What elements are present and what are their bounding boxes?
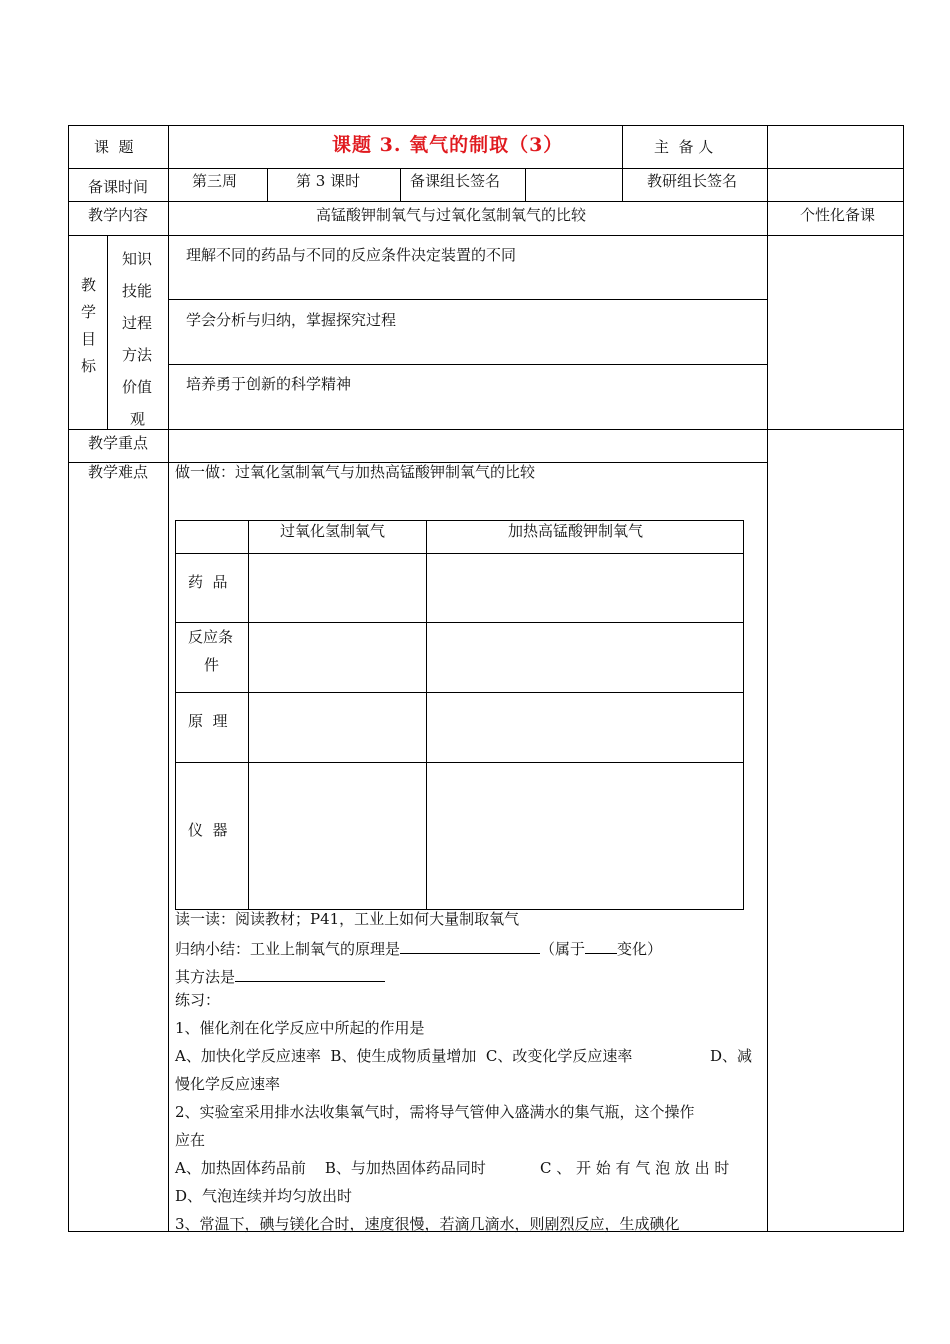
period-value: 第 3 课时 xyxy=(296,172,361,190)
compare-row-label: 件 xyxy=(204,656,220,674)
method-label: 其方法是 xyxy=(175,968,236,986)
question-2: 2、实验室采用排水法收集氧气时，需将导气管伸入盛满水的集气瓶，这个操作 xyxy=(175,1103,695,1121)
teaching-content-label: 教学内容 xyxy=(88,206,149,224)
summary-mid: （属于 xyxy=(540,940,586,958)
preparer-label: 主 备 人 xyxy=(654,138,714,156)
prep-time-label: 备课时间 xyxy=(88,178,149,196)
change-type-blank[interactable] xyxy=(585,939,617,954)
goal-text: 学会分析与归纳，掌握探究过程 xyxy=(186,311,397,329)
goal-sub-label: 价值 xyxy=(122,378,153,396)
goals-label-char: 学 xyxy=(81,303,97,321)
goal-text: 理解不同的药品与不同的反应条件决定装置的不同 xyxy=(186,246,517,264)
compare-row-label: 原 理 xyxy=(188,712,228,730)
reading-prompt: 读一读：阅读教材；P41，工业上如何大量制取氧气 xyxy=(175,910,520,928)
teaching-difficulty-label: 教学难点 xyxy=(88,463,149,481)
question-1-option-d: D、减 xyxy=(710,1047,753,1065)
research-leader-sign-label: 教研组长签名 xyxy=(647,172,738,190)
summary-suffix: 变化） xyxy=(617,940,663,958)
goal-sub-label: 观 xyxy=(130,410,146,428)
question-2-option-c: C 、 开 始 有 气 泡 放 出 时 xyxy=(540,1159,730,1177)
compare-row-label: 仪 器 xyxy=(188,821,228,839)
goals-label-char: 标 xyxy=(81,357,97,375)
summary-prefix: 归纳小结：工业上制氧气的原理是 xyxy=(175,940,401,958)
goal-sub-label: 技能 xyxy=(122,282,153,300)
question-2-cont: 应在 xyxy=(175,1131,206,1149)
activity-heading: 做一做：过氧化氢制氧气与加热高锰酸钾制氧气的比较 xyxy=(175,463,536,481)
goal-sub-label: 过程 xyxy=(122,314,153,332)
group-leader-sign-label: 备课组长签名 xyxy=(410,172,501,190)
goal-sub-label: 知识 xyxy=(122,250,153,268)
compare-col-potassium-permanganate: 加热高锰酸钾制氧气 xyxy=(508,522,644,540)
goal-sub-label: 方法 xyxy=(122,346,153,364)
question-2-options-ab: A、加热固体药品前 B、与加热固体药品同时 xyxy=(175,1159,486,1177)
goal-text: 培养勇于创新的科学精神 xyxy=(186,375,352,393)
goals-label-char: 教 xyxy=(81,276,97,294)
method-line xyxy=(175,967,385,985)
compare-row-label: 反应条 xyxy=(188,628,234,646)
principle-blank[interactable] xyxy=(400,939,540,954)
question-1: 1、催化剂在化学反应中所起的作用是 xyxy=(175,1019,425,1037)
question-3: 3、常温下，碘与镁化合时，速度很慢，若滴几滴水，则剧烈反应，生成碘化 xyxy=(175,1215,680,1233)
topic-label: 课 题 xyxy=(94,138,134,156)
compare-col-hydrogen-peroxide: 过氧化氢制氧气 xyxy=(280,522,386,540)
personal-prep-label: 个性化备课 xyxy=(800,206,876,224)
method-blank[interactable] xyxy=(235,967,385,982)
summary-line xyxy=(175,939,662,957)
compare-row-label: 药 品 xyxy=(188,573,228,591)
question-1-options-cont: 慢化学反应速率 xyxy=(175,1075,281,1093)
week-value: 第三周 xyxy=(192,172,238,190)
goals-label-char: 目 xyxy=(81,330,97,348)
page-title: 课题 3. 氧气的制取（3） xyxy=(332,134,564,156)
practice-label: 练习： xyxy=(175,991,221,1009)
question-2-option-d: D、气泡连续并均匀放出时 xyxy=(175,1187,353,1205)
question-1-options: A、加快化学反应速率 B、使生成物质量增加 C、改变化学反应速率 xyxy=(175,1047,633,1065)
teaching-focus-label: 教学重点 xyxy=(88,434,149,452)
teaching-content: 高锰酸钾制氧气与过氧化氢制氧气的比较 xyxy=(316,206,587,224)
